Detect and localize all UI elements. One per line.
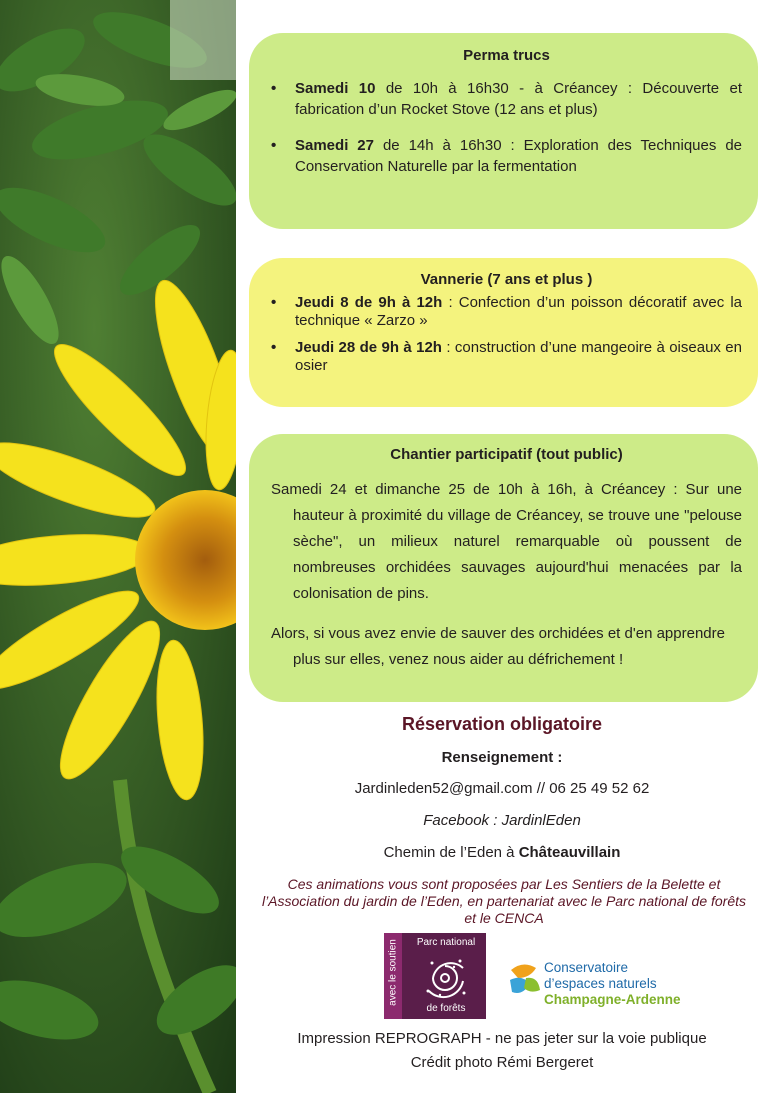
credits-text: Ces animations vous sont proposées par Les Sentiers de la Belette et l’Association du jardin de l’Eden, en partenariat avec le Parc national de forêts et le CENCA [261, 876, 747, 926]
renseignement-label: Renseignement : [441, 749, 563, 766]
perma-trucs-card [249, 33, 758, 229]
chantier-paragraph-1: Samedi 24 et dimanche 25 de 10h à 16h, à Créancey : Sur une hauteur à proximité du village de Créancey, se trouve une "pelouse sèche", un milieux naturel remarquable où poussent de nombreuses orchidées sauvages aujourd'hui menacées par la colonisation de pins. [271, 481, 742, 602]
vannerie-item-2: • Jeudi 28 de 9h à 12h : construction d’une mangeoire à oiseaux en osier [271, 339, 742, 374]
vannerie-title: Vannerie (7 ans et plus ) [420, 271, 593, 288]
vannerie-card [249, 258, 758, 407]
chantier-card [249, 434, 758, 702]
cen-champagne-ardenne-logo: Conservatoire d’espaces naturels Champagne-Ardenne [506, 954, 706, 1010]
contact-info: Jardinleden52@gmail.com // 06 25 49 52 62 [354, 780, 650, 797]
photo-credit: Crédit photo Rémi Bergeret [410, 1054, 594, 1071]
perma-trucs-title: Perma trucs [463, 47, 550, 64]
parc-national-logo: avec le soutien Parc national de forêts [384, 933, 486, 1019]
perma-item-1: • Samedi 10 de 10h à 16h30 - à Créancey : Découverte et fabrication d’un Rocket Stove (12 ans et plus) [271, 80, 742, 118]
chantier-title: Chantier participatif (tout public) [390, 446, 623, 463]
vannerie-item-1: • Jeudi 8 de 9h à 12h : Confection d’un poisson décoratif avec la technique « Zarzo » [271, 294, 742, 329]
address: Chemin de l’Eden à Châteauvillain [383, 844, 621, 861]
reservation-heading: Réservation obligatoire [401, 714, 603, 734]
perma-item-2: • Samedi 27 de 14h à 16h30 : Exploration des Techniques de Conservation Naturelle par la fermentation [271, 137, 742, 175]
impression-note: Impression REPROGRAPH - ne pas jeter sur la voie publique [297, 1030, 707, 1047]
chantier-paragraph-2: Alors, si vous avez envie de sauver des orchidées et d'en apprendre plus sur elles, venez nous aider au défrichement ! [271, 625, 725, 668]
sunflower-photo [0, 0, 236, 1093]
facebook-link: Facebook : JardinlEden [423, 812, 581, 829]
